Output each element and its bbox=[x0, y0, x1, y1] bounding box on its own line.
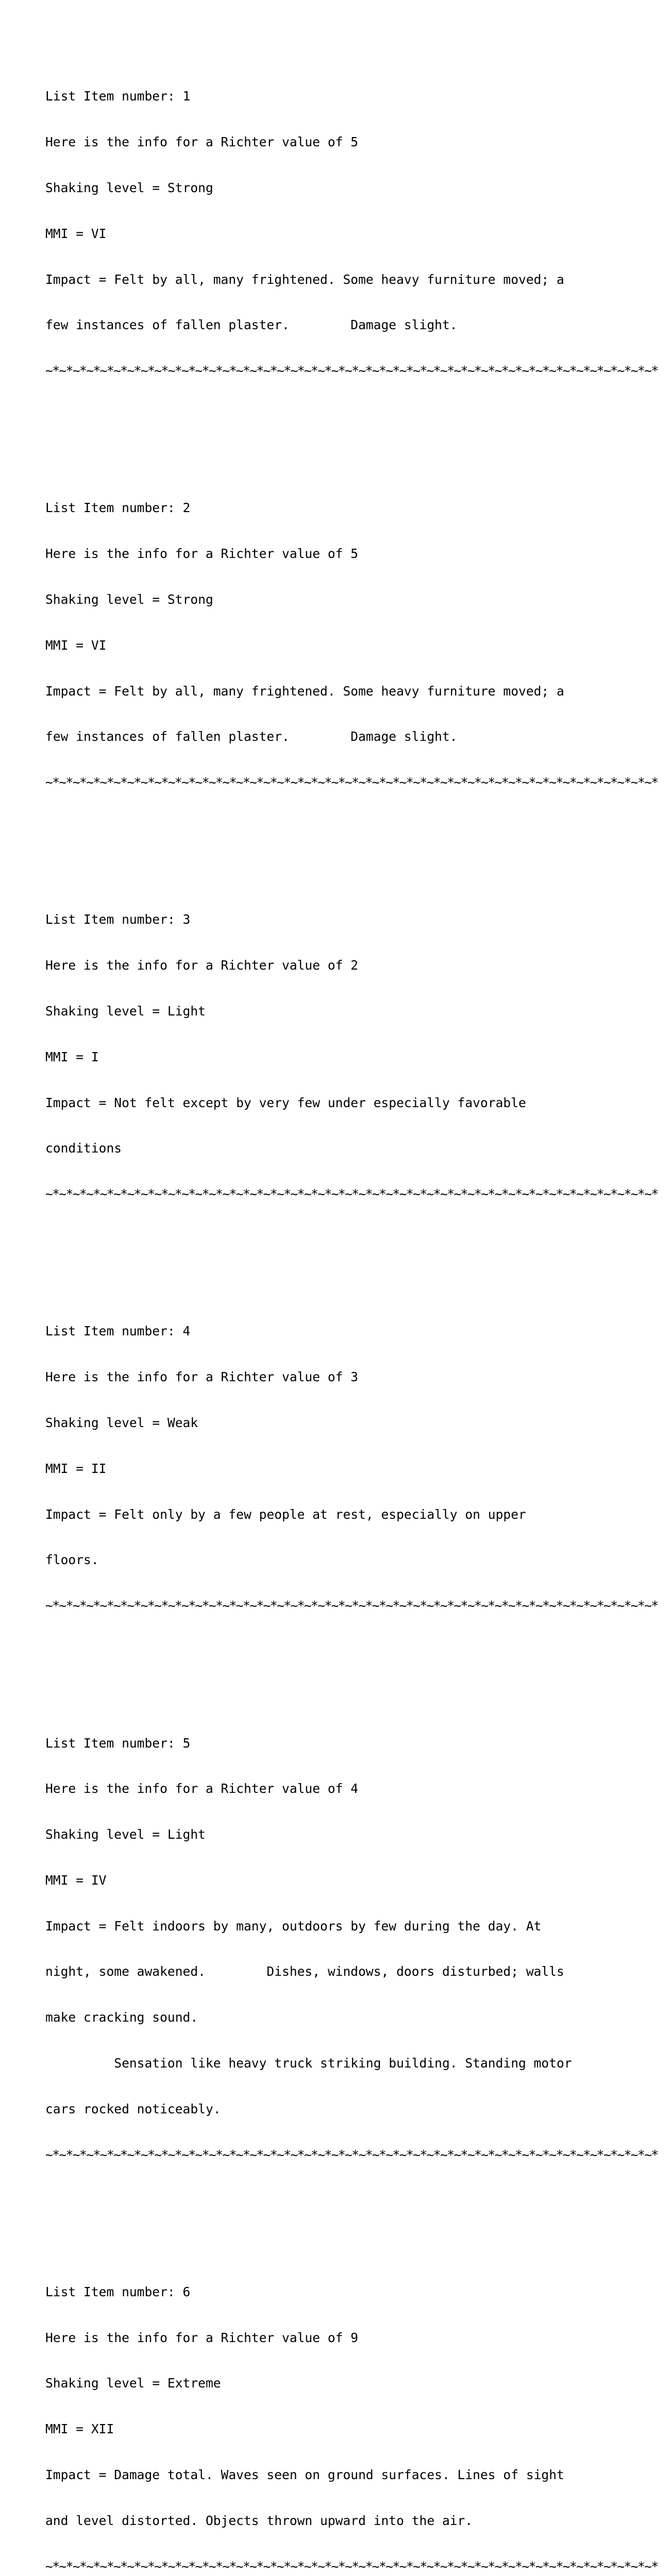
shaking-line: Shaking level = Weak bbox=[45, 1415, 198, 1431]
impact-line: few instances of fallen plaster. Damage slight. bbox=[45, 729, 458, 744]
item-number-line: List Item number: 3 bbox=[45, 912, 191, 927]
separator-line: ~*~*~*~*~*~*~*~*~*~*~*~*~*~*~*~*~*~*~*~*~*~*~*~*~*~*~*~*~*~*~*~*~*~*~*~*~*~*~*~*~*~*~*~*~* bbox=[45, 1598, 658, 1614]
impact-line: Impact = Not felt except by very few under especially favorable bbox=[45, 1095, 526, 1110]
item-number-line: List Item number: 5 bbox=[45, 1735, 191, 1751]
separator-line: ~*~*~*~*~*~*~*~*~*~*~*~*~*~*~*~*~*~*~*~*~*~*~*~*~*~*~*~*~*~*~*~*~*~*~*~*~*~*~*~*~*~*~*~*~* bbox=[45, 363, 658, 379]
impact-line: Impact = Felt indoors by many, outdoors by few during the day. At bbox=[45, 1918, 542, 1934]
list-item bbox=[45, 1705, 664, 2193]
console-output bbox=[45, 28, 664, 2576]
impact-line: Sensation like heavy truck striking building. Standing motor bbox=[45, 2055, 572, 2071]
impact-line: Impact = Felt by all, many frightened. Some heavy furniture moved; a bbox=[45, 272, 564, 287]
list-item bbox=[45, 1293, 664, 1644]
impact-line: make cracking sound. bbox=[45, 2010, 198, 2025]
richter-line: Here is the info for a Richter value of 5 bbox=[45, 134, 359, 150]
impact-line: floors. bbox=[45, 1552, 99, 1568]
separator-line: ~*~*~*~*~*~*~*~*~*~*~*~*~*~*~*~*~*~*~*~*~*~*~*~*~*~*~*~*~*~*~*~*~*~*~*~*~*~*~*~*~*~*~*~*~* bbox=[45, 775, 658, 790]
impact-line: night, some awakened. Dishes, windows, doors disturbed; walls bbox=[45, 1964, 564, 1979]
separator-line: ~*~*~*~*~*~*~*~*~*~*~*~*~*~*~*~*~*~*~*~*~*~*~*~*~*~*~*~*~*~*~*~*~*~*~*~*~*~*~*~*~*~*~*~*~* bbox=[45, 2147, 658, 2162]
mmi-line: MMI = IV bbox=[45, 1872, 107, 1888]
shaking-line: Shaking level = Strong bbox=[45, 591, 213, 607]
item-number-line: List Item number: 6 bbox=[45, 2284, 191, 2299]
richter-line: Here is the info for a Richter value of 3 bbox=[45, 1369, 359, 1385]
mmi-line: MMI = I bbox=[45, 1049, 99, 1064]
richter-line: Here is the info for a Richter value of 9 bbox=[45, 2330, 359, 2345]
list-item bbox=[45, 2254, 664, 2576]
shaking-line: Shaking level = Light bbox=[45, 1827, 206, 1842]
list-item bbox=[45, 882, 664, 1232]
shaking-line: Shaking level = Strong bbox=[45, 180, 213, 195]
item-number-line: List Item number: 1 bbox=[45, 89, 191, 104]
list-item bbox=[45, 58, 664, 409]
impact-line: cars rocked noticeably. bbox=[45, 2101, 221, 2116]
impact-line: conditions bbox=[45, 1141, 122, 1156]
shaking-line: Shaking level = Extreme bbox=[45, 2376, 221, 2391]
impact-line: Impact = Damage total. Waves seen on ground surfaces. Lines of sight bbox=[45, 2467, 564, 2482]
impact-line: and level distorted. Objects thrown upward into the air. bbox=[45, 2513, 473, 2528]
mmi-line: MMI = VI bbox=[45, 226, 107, 241]
richter-line: Here is the info for a Richter value of 2 bbox=[45, 958, 359, 973]
richter-line: Here is the info for a Richter value of 5 bbox=[45, 546, 359, 562]
impact-line: Impact = Felt only by a few people at rest, especially on upper bbox=[45, 1506, 526, 1522]
mmi-line: MMI = VI bbox=[45, 637, 107, 653]
mmi-line: MMI = II bbox=[45, 1461, 107, 1476]
item-number-line: List Item number: 4 bbox=[45, 1324, 191, 1339]
item-number-line: List Item number: 2 bbox=[45, 500, 191, 516]
impact-line: few instances of fallen plaster. Damage slight. bbox=[45, 317, 458, 333]
shaking-line: Shaking level = Light bbox=[45, 1004, 206, 1019]
separator-line: ~*~*~*~*~*~*~*~*~*~*~*~*~*~*~*~*~*~*~*~*~*~*~*~*~*~*~*~*~*~*~*~*~*~*~*~*~*~*~*~*~*~*~*~*~* bbox=[45, 2558, 658, 2574]
richter-line: Here is the info for a Richter value of 4 bbox=[45, 1781, 359, 1797]
impact-line: Impact = Felt by all, many frightened. Some heavy furniture moved; a bbox=[45, 683, 564, 699]
separator-line: ~*~*~*~*~*~*~*~*~*~*~*~*~*~*~*~*~*~*~*~*~*~*~*~*~*~*~*~*~*~*~*~*~*~*~*~*~*~*~*~*~*~*~*~*~* bbox=[45, 1187, 658, 1202]
mmi-line: MMI = XII bbox=[45, 2421, 114, 2437]
list-item bbox=[45, 470, 664, 821]
